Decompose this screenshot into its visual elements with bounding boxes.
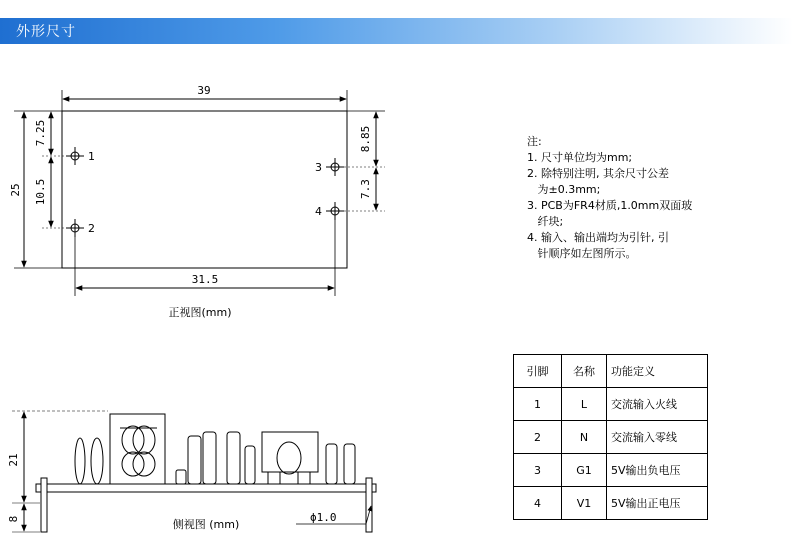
capacitor-y — [91, 438, 103, 484]
cell-function: 交流输入零线 — [607, 421, 708, 454]
common-mode-choke — [110, 414, 165, 484]
capacitor-x — [75, 438, 85, 484]
header-function: 功能定义 — [607, 355, 708, 388]
cell-function: 5V输出正电压 — [607, 487, 708, 520]
header-pin: 引脚 — [514, 355, 562, 388]
note-line: 3. PCB为FR4材质,1.0mm双面玻 — [527, 199, 693, 212]
side-height-label: 21 — [7, 453, 20, 467]
cell-name: N — [562, 421, 607, 454]
cell-pin: 4 — [514, 487, 562, 520]
note-line: 4. 输入、输出端均为引针, 引 — [527, 231, 669, 244]
pin-2-marker — [66, 219, 84, 237]
side-view — [7, 411, 376, 532]
note-line: 针顺序如左图所示。 — [527, 247, 637, 260]
table-row — [514, 454, 708, 487]
table-row — [514, 388, 708, 421]
pin-3-marker — [326, 158, 344, 176]
section-title: 外形尺寸 — [16, 24, 76, 40]
pin-length-label: 8 — [7, 515, 20, 523]
pin-3-label: 3 — [315, 161, 322, 174]
module-outline — [62, 111, 347, 268]
header-name: 名称 — [562, 355, 607, 388]
pin-2-label: 2 — [88, 222, 95, 235]
pin-4-label: 4 — [315, 205, 322, 218]
electrolytic-c — [227, 432, 240, 484]
cell-name: V1 — [562, 487, 607, 520]
pin-spacing-right-label: 7.3 — [359, 179, 372, 199]
electrolytic-e — [326, 444, 337, 484]
note-line: 为±0.3mm; — [527, 183, 601, 196]
pin-1-marker — [66, 147, 84, 165]
pin-1-label: 1 — [88, 150, 95, 163]
pin1-offset-label: 7.25 — [34, 119, 47, 147]
cell-function: 5V输出负电压 — [607, 454, 708, 487]
left-pin — [41, 478, 47, 532]
right-pin — [366, 478, 372, 532]
electrolytic-a — [188, 436, 201, 484]
pin3-offset-label: 8.85 — [359, 125, 372, 153]
cell-pin: 1 — [514, 388, 562, 421]
transformer — [262, 432, 318, 484]
small-part-a — [176, 470, 186, 484]
note-line: 2. 除特别注明, 其余尺寸公差 — [527, 167, 669, 180]
electrolytic-f — [344, 444, 355, 484]
note-line: 纤块; — [527, 215, 564, 228]
width-dimension-label: 39 — [197, 84, 211, 97]
table-row — [514, 487, 708, 520]
notes-block — [527, 134, 727, 262]
pin-4-marker — [326, 202, 344, 220]
notes-title: 注: — [527, 135, 542, 148]
electrolytic-d — [245, 446, 255, 484]
height-dimension-label: 25 — [9, 183, 22, 197]
table-header-row — [514, 355, 708, 388]
pin-diameter-label: ϕ1.0 — [310, 511, 337, 524]
side-view-caption: 侧视图 (mm) — [172, 518, 240, 531]
pin-definition-table — [513, 354, 708, 520]
pin-spacing-bottom-label: 31.5 — [191, 273, 219, 286]
electrolytic-b — [203, 432, 216, 484]
table-row — [514, 421, 708, 454]
pin-spacing-left-label: 10.5 — [34, 178, 47, 206]
cell-function: 交流输入火线 — [607, 388, 708, 421]
front-view-caption: 正视图(mm) — [168, 306, 232, 319]
note-line: 1. 尺寸单位均为mm; — [527, 151, 633, 164]
pcb-board — [36, 484, 376, 492]
front-view — [9, 84, 385, 319]
cell-name: L — [562, 388, 607, 421]
cell-pin: 3 — [514, 454, 562, 487]
cell-pin: 2 — [514, 421, 562, 454]
cell-name: G1 — [562, 454, 607, 487]
